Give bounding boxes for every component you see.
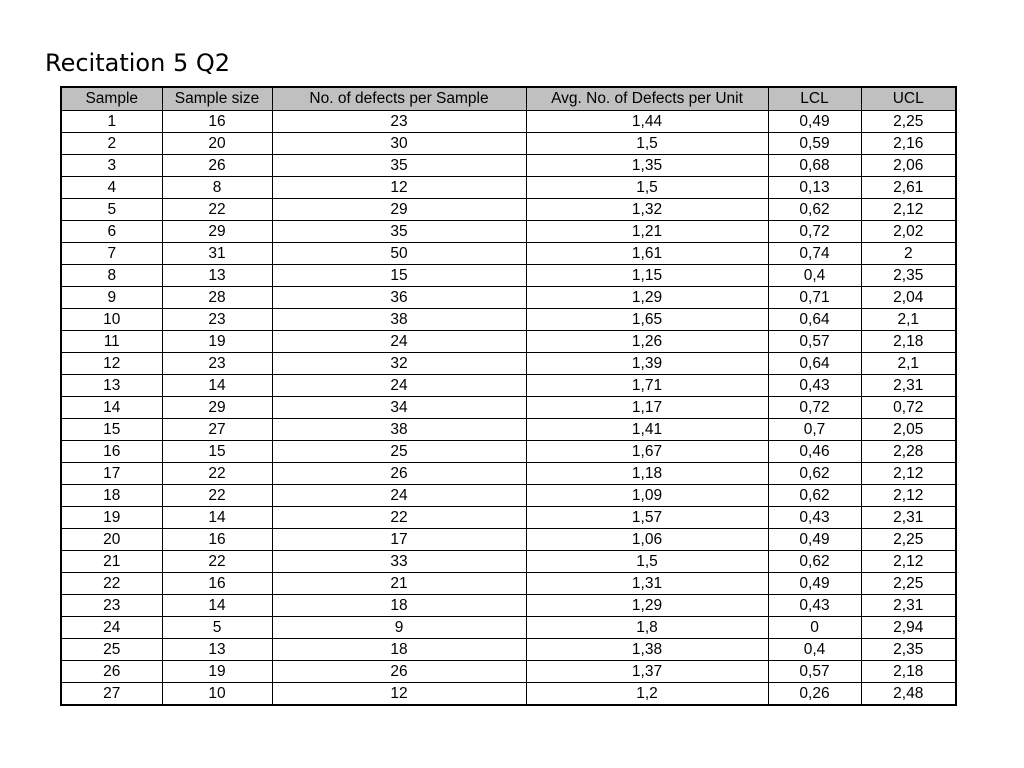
cell-defects-per-sample: 18 bbox=[272, 595, 526, 617]
cell-ucl: 2,61 bbox=[861, 177, 956, 199]
cell-defects-per-sample: 9 bbox=[272, 617, 526, 639]
cell-lcl: 0,46 bbox=[768, 441, 861, 463]
cell-avg-defects-per-unit: 1,32 bbox=[526, 199, 768, 221]
table-row bbox=[61, 331, 956, 353]
cell-lcl: 0,43 bbox=[768, 595, 861, 617]
table-row bbox=[61, 309, 956, 331]
cell-avg-defects-per-unit: 1,18 bbox=[526, 463, 768, 485]
cell-sample: 16 bbox=[61, 441, 162, 463]
cell-lcl: 0,71 bbox=[768, 287, 861, 309]
cell-sample-size: 23 bbox=[162, 309, 272, 331]
cell-sample: 27 bbox=[61, 683, 162, 706]
cell-defects-per-sample: 33 bbox=[272, 551, 526, 573]
cell-avg-defects-per-unit: 1,61 bbox=[526, 243, 768, 265]
cell-ucl: 2,25 bbox=[861, 111, 956, 133]
cell-sample-size: 19 bbox=[162, 661, 272, 683]
cell-avg-defects-per-unit: 1,09 bbox=[526, 485, 768, 507]
cell-sample-size: 15 bbox=[162, 441, 272, 463]
cell-sample-size: 16 bbox=[162, 573, 272, 595]
cell-sample: 8 bbox=[61, 265, 162, 287]
cell-defects-per-sample: 26 bbox=[272, 463, 526, 485]
cell-avg-defects-per-unit: 1,57 bbox=[526, 507, 768, 529]
cell-defects-per-sample: 50 bbox=[272, 243, 526, 265]
cell-sample: 13 bbox=[61, 375, 162, 397]
cell-sample: 6 bbox=[61, 221, 162, 243]
cell-ucl: 2,12 bbox=[861, 485, 956, 507]
cell-avg-defects-per-unit: 1,15 bbox=[526, 265, 768, 287]
column-header-sample-size: Sample size bbox=[162, 87, 272, 111]
cell-sample-size: 5 bbox=[162, 617, 272, 639]
cell-sample: 1 bbox=[61, 111, 162, 133]
cell-lcl: 0,57 bbox=[768, 661, 861, 683]
cell-sample: 15 bbox=[61, 419, 162, 441]
cell-avg-defects-per-unit: 1,29 bbox=[526, 287, 768, 309]
table-row bbox=[61, 463, 956, 485]
cell-lcl: 0,62 bbox=[768, 485, 861, 507]
cell-lcl: 0,49 bbox=[768, 573, 861, 595]
table-row bbox=[61, 661, 956, 683]
cell-avg-defects-per-unit: 1,06 bbox=[526, 529, 768, 551]
cell-lcl: 0,13 bbox=[768, 177, 861, 199]
table-row bbox=[61, 287, 956, 309]
cell-sample-size: 19 bbox=[162, 331, 272, 353]
cell-ucl: 2,35 bbox=[861, 265, 956, 287]
table-row bbox=[61, 111, 956, 133]
table-row bbox=[61, 177, 956, 199]
cell-sample: 17 bbox=[61, 463, 162, 485]
cell-ucl: 2,94 bbox=[861, 617, 956, 639]
cell-avg-defects-per-unit: 1,5 bbox=[526, 551, 768, 573]
cell-defects-per-sample: 34 bbox=[272, 397, 526, 419]
cell-defects-per-sample: 26 bbox=[272, 661, 526, 683]
cell-lcl: 0,72 bbox=[768, 397, 861, 419]
cell-sample-size: 8 bbox=[162, 177, 272, 199]
cell-sample-size: 27 bbox=[162, 419, 272, 441]
cell-ucl: 2,31 bbox=[861, 375, 956, 397]
table-row bbox=[61, 353, 956, 375]
cell-ucl: 2,35 bbox=[861, 639, 956, 661]
cell-sample-size: 23 bbox=[162, 353, 272, 375]
cell-sample-size: 10 bbox=[162, 683, 272, 706]
cell-sample: 10 bbox=[61, 309, 162, 331]
cell-ucl: 0,72 bbox=[861, 397, 956, 419]
cell-ucl: 2,06 bbox=[861, 155, 956, 177]
cell-avg-defects-per-unit: 1,41 bbox=[526, 419, 768, 441]
cell-sample: 5 bbox=[61, 199, 162, 221]
cell-lcl: 0,72 bbox=[768, 221, 861, 243]
cell-sample-size: 22 bbox=[162, 199, 272, 221]
cell-sample: 26 bbox=[61, 661, 162, 683]
cell-sample: 14 bbox=[61, 397, 162, 419]
defects-table bbox=[60, 86, 957, 706]
cell-lcl: 0,4 bbox=[768, 639, 861, 661]
cell-defects-per-sample: 12 bbox=[272, 177, 526, 199]
page-title: Recitation 5 Q2 bbox=[45, 49, 231, 77]
cell-ucl: 2,25 bbox=[861, 573, 956, 595]
cell-avg-defects-per-unit: 1,26 bbox=[526, 331, 768, 353]
cell-sample: 11 bbox=[61, 331, 162, 353]
table-row bbox=[61, 529, 956, 551]
cell-ucl: 2 bbox=[861, 243, 956, 265]
cell-sample: 19 bbox=[61, 507, 162, 529]
cell-avg-defects-per-unit: 1,39 bbox=[526, 353, 768, 375]
cell-ucl: 2,02 bbox=[861, 221, 956, 243]
cell-defects-per-sample: 24 bbox=[272, 375, 526, 397]
table-row bbox=[61, 265, 956, 287]
cell-defects-per-sample: 38 bbox=[272, 309, 526, 331]
cell-ucl: 2,12 bbox=[861, 199, 956, 221]
cell-sample: 24 bbox=[61, 617, 162, 639]
cell-lcl: 0,57 bbox=[768, 331, 861, 353]
cell-defects-per-sample: 24 bbox=[272, 331, 526, 353]
cell-defects-per-sample: 17 bbox=[272, 529, 526, 551]
cell-ucl: 2,28 bbox=[861, 441, 956, 463]
cell-avg-defects-per-unit: 1,71 bbox=[526, 375, 768, 397]
cell-lcl: 0,49 bbox=[768, 111, 861, 133]
cell-lcl: 0,49 bbox=[768, 529, 861, 551]
cell-avg-defects-per-unit: 1,35 bbox=[526, 155, 768, 177]
cell-ucl: 2,48 bbox=[861, 683, 956, 706]
cell-ucl: 2,1 bbox=[861, 309, 956, 331]
column-header-lcl: LCL bbox=[768, 87, 861, 111]
cell-lcl: 0,7 bbox=[768, 419, 861, 441]
table-row bbox=[61, 221, 956, 243]
cell-sample-size: 22 bbox=[162, 463, 272, 485]
cell-ucl: 2,1 bbox=[861, 353, 956, 375]
table-row bbox=[61, 617, 956, 639]
cell-sample: 21 bbox=[61, 551, 162, 573]
cell-sample: 18 bbox=[61, 485, 162, 507]
table-row bbox=[61, 441, 956, 463]
cell-lcl: 0,64 bbox=[768, 309, 861, 331]
cell-sample: 22 bbox=[61, 573, 162, 595]
cell-sample: 2 bbox=[61, 133, 162, 155]
cell-avg-defects-per-unit: 1,67 bbox=[526, 441, 768, 463]
cell-sample: 3 bbox=[61, 155, 162, 177]
table-row bbox=[61, 243, 956, 265]
cell-sample-size: 22 bbox=[162, 551, 272, 573]
cell-sample-size: 14 bbox=[162, 507, 272, 529]
cell-sample-size: 14 bbox=[162, 375, 272, 397]
cell-avg-defects-per-unit: 1,37 bbox=[526, 661, 768, 683]
cell-defects-per-sample: 32 bbox=[272, 353, 526, 375]
table-row bbox=[61, 507, 956, 529]
table-row bbox=[61, 419, 956, 441]
cell-avg-defects-per-unit: 1,65 bbox=[526, 309, 768, 331]
cell-sample: 7 bbox=[61, 243, 162, 265]
cell-ucl: 2,16 bbox=[861, 133, 956, 155]
table-row bbox=[61, 595, 956, 617]
cell-defects-per-sample: 12 bbox=[272, 683, 526, 706]
table-row bbox=[61, 375, 956, 397]
cell-lcl: 0,64 bbox=[768, 353, 861, 375]
cell-lcl: 0,74 bbox=[768, 243, 861, 265]
cell-sample-size: 28 bbox=[162, 287, 272, 309]
cell-defects-per-sample: 29 bbox=[272, 199, 526, 221]
cell-ucl: 2,25 bbox=[861, 529, 956, 551]
cell-sample-size: 14 bbox=[162, 595, 272, 617]
table-row bbox=[61, 133, 956, 155]
cell-sample: 20 bbox=[61, 529, 162, 551]
cell-lcl: 0,43 bbox=[768, 507, 861, 529]
cell-avg-defects-per-unit: 1,29 bbox=[526, 595, 768, 617]
cell-lcl: 0,68 bbox=[768, 155, 861, 177]
table-header-row bbox=[61, 87, 956, 111]
cell-lcl: 0,62 bbox=[768, 199, 861, 221]
cell-sample-size: 13 bbox=[162, 265, 272, 287]
cell-defects-per-sample: 35 bbox=[272, 155, 526, 177]
cell-sample-size: 29 bbox=[162, 397, 272, 419]
cell-ucl: 2,12 bbox=[861, 551, 956, 573]
cell-defects-per-sample: 25 bbox=[272, 441, 526, 463]
table-body bbox=[61, 111, 956, 706]
cell-defects-per-sample: 23 bbox=[272, 111, 526, 133]
cell-ucl: 2,18 bbox=[861, 661, 956, 683]
cell-sample-size: 20 bbox=[162, 133, 272, 155]
cell-sample: 23 bbox=[61, 595, 162, 617]
cell-avg-defects-per-unit: 1,44 bbox=[526, 111, 768, 133]
cell-defects-per-sample: 30 bbox=[272, 133, 526, 155]
cell-sample-size: 31 bbox=[162, 243, 272, 265]
column-header-defects-per-sample: No. of defects per Sample bbox=[272, 87, 526, 111]
cell-defects-per-sample: 35 bbox=[272, 221, 526, 243]
cell-lcl: 0,4 bbox=[768, 265, 861, 287]
cell-defects-per-sample: 18 bbox=[272, 639, 526, 661]
cell-defects-per-sample: 36 bbox=[272, 287, 526, 309]
cell-avg-defects-per-unit: 1,8 bbox=[526, 617, 768, 639]
cell-sample-size: 29 bbox=[162, 221, 272, 243]
cell-defects-per-sample: 15 bbox=[272, 265, 526, 287]
cell-avg-defects-per-unit: 1,2 bbox=[526, 683, 768, 706]
table-row bbox=[61, 199, 956, 221]
cell-avg-defects-per-unit: 1,31 bbox=[526, 573, 768, 595]
cell-ucl: 2,04 bbox=[861, 287, 956, 309]
cell-defects-per-sample: 24 bbox=[272, 485, 526, 507]
cell-ucl: 2,18 bbox=[861, 331, 956, 353]
cell-sample-size: 26 bbox=[162, 155, 272, 177]
table-row bbox=[61, 683, 956, 706]
cell-sample: 9 bbox=[61, 287, 162, 309]
column-header-avg-defects-per-unit: Avg. No. of Defects per Unit bbox=[526, 87, 768, 111]
table-row bbox=[61, 551, 956, 573]
cell-avg-defects-per-unit: 1,17 bbox=[526, 397, 768, 419]
cell-defects-per-sample: 22 bbox=[272, 507, 526, 529]
cell-sample: 25 bbox=[61, 639, 162, 661]
cell-sample-size: 16 bbox=[162, 111, 272, 133]
cell-lcl: 0,43 bbox=[768, 375, 861, 397]
cell-lcl: 0,62 bbox=[768, 551, 861, 573]
table-row bbox=[61, 397, 956, 419]
cell-defects-per-sample: 38 bbox=[272, 419, 526, 441]
cell-lcl: 0,59 bbox=[768, 133, 861, 155]
cell-sample: 4 bbox=[61, 177, 162, 199]
column-header-sample: Sample bbox=[61, 87, 162, 111]
table-row bbox=[61, 639, 956, 661]
cell-ucl: 2,05 bbox=[861, 419, 956, 441]
cell-lcl: 0,62 bbox=[768, 463, 861, 485]
cell-defects-per-sample: 21 bbox=[272, 573, 526, 595]
cell-sample-size: 13 bbox=[162, 639, 272, 661]
table-row bbox=[61, 485, 956, 507]
column-header-ucl: UCL bbox=[861, 87, 956, 111]
cell-avg-defects-per-unit: 1,5 bbox=[526, 177, 768, 199]
cell-sample-size: 22 bbox=[162, 485, 272, 507]
table-row bbox=[61, 155, 956, 177]
cell-lcl: 0,26 bbox=[768, 683, 861, 706]
cell-avg-defects-per-unit: 1,5 bbox=[526, 133, 768, 155]
cell-avg-defects-per-unit: 1,38 bbox=[526, 639, 768, 661]
cell-ucl: 2,31 bbox=[861, 595, 956, 617]
cell-lcl: 0 bbox=[768, 617, 861, 639]
cell-sample: 12 bbox=[61, 353, 162, 375]
cell-ucl: 2,31 bbox=[861, 507, 956, 529]
cell-avg-defects-per-unit: 1,21 bbox=[526, 221, 768, 243]
cell-sample-size: 16 bbox=[162, 529, 272, 551]
table-row bbox=[61, 573, 956, 595]
cell-ucl: 2,12 bbox=[861, 463, 956, 485]
